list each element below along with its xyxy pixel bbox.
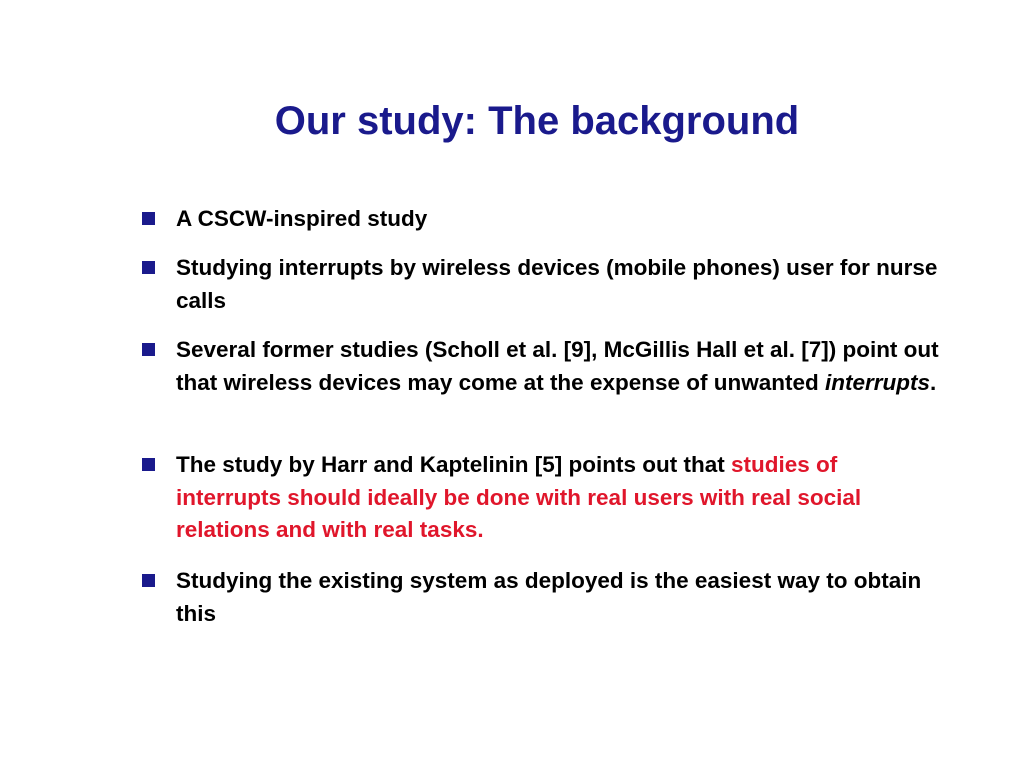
bullet-text-end: . [930,369,937,395]
square-bullet-icon [142,212,155,225]
slide-title: Our study: The background [274,99,800,143]
square-bullet-icon [142,261,155,274]
square-bullet-icon [142,574,155,587]
bullet-item [176,203,946,236]
bullet-emphasis-text: interrupts [824,369,930,395]
bullet-item [176,565,946,630]
bullet-text: Studying interrupts by wireless devices (mobile phones) user for nurse calls [176,255,938,313]
square-bullet-icon [142,343,155,356]
bullet-highlight-text: studies of interrupts should ideally be done with real users with real social relations and with real tasks. [176,452,862,542]
square-bullet-icon [142,458,155,471]
bullet-text: A CSCW-inspired study [176,206,428,231]
bullet-text: Studying the existing system as deployed is the easiest way to obtain this [176,568,922,626]
bullet-item [176,449,946,547]
bullet-item [176,252,946,317]
bullet-item [176,334,946,399]
bullet-text: Several former studies (Scholl et al. [9], McGillis Hall et al. [7]) point out that wireless devices may come at the expense of unwanted [176,337,939,395]
bullet-text: The study by Harr and Kaptelinin [5] points out that [176,452,732,477]
